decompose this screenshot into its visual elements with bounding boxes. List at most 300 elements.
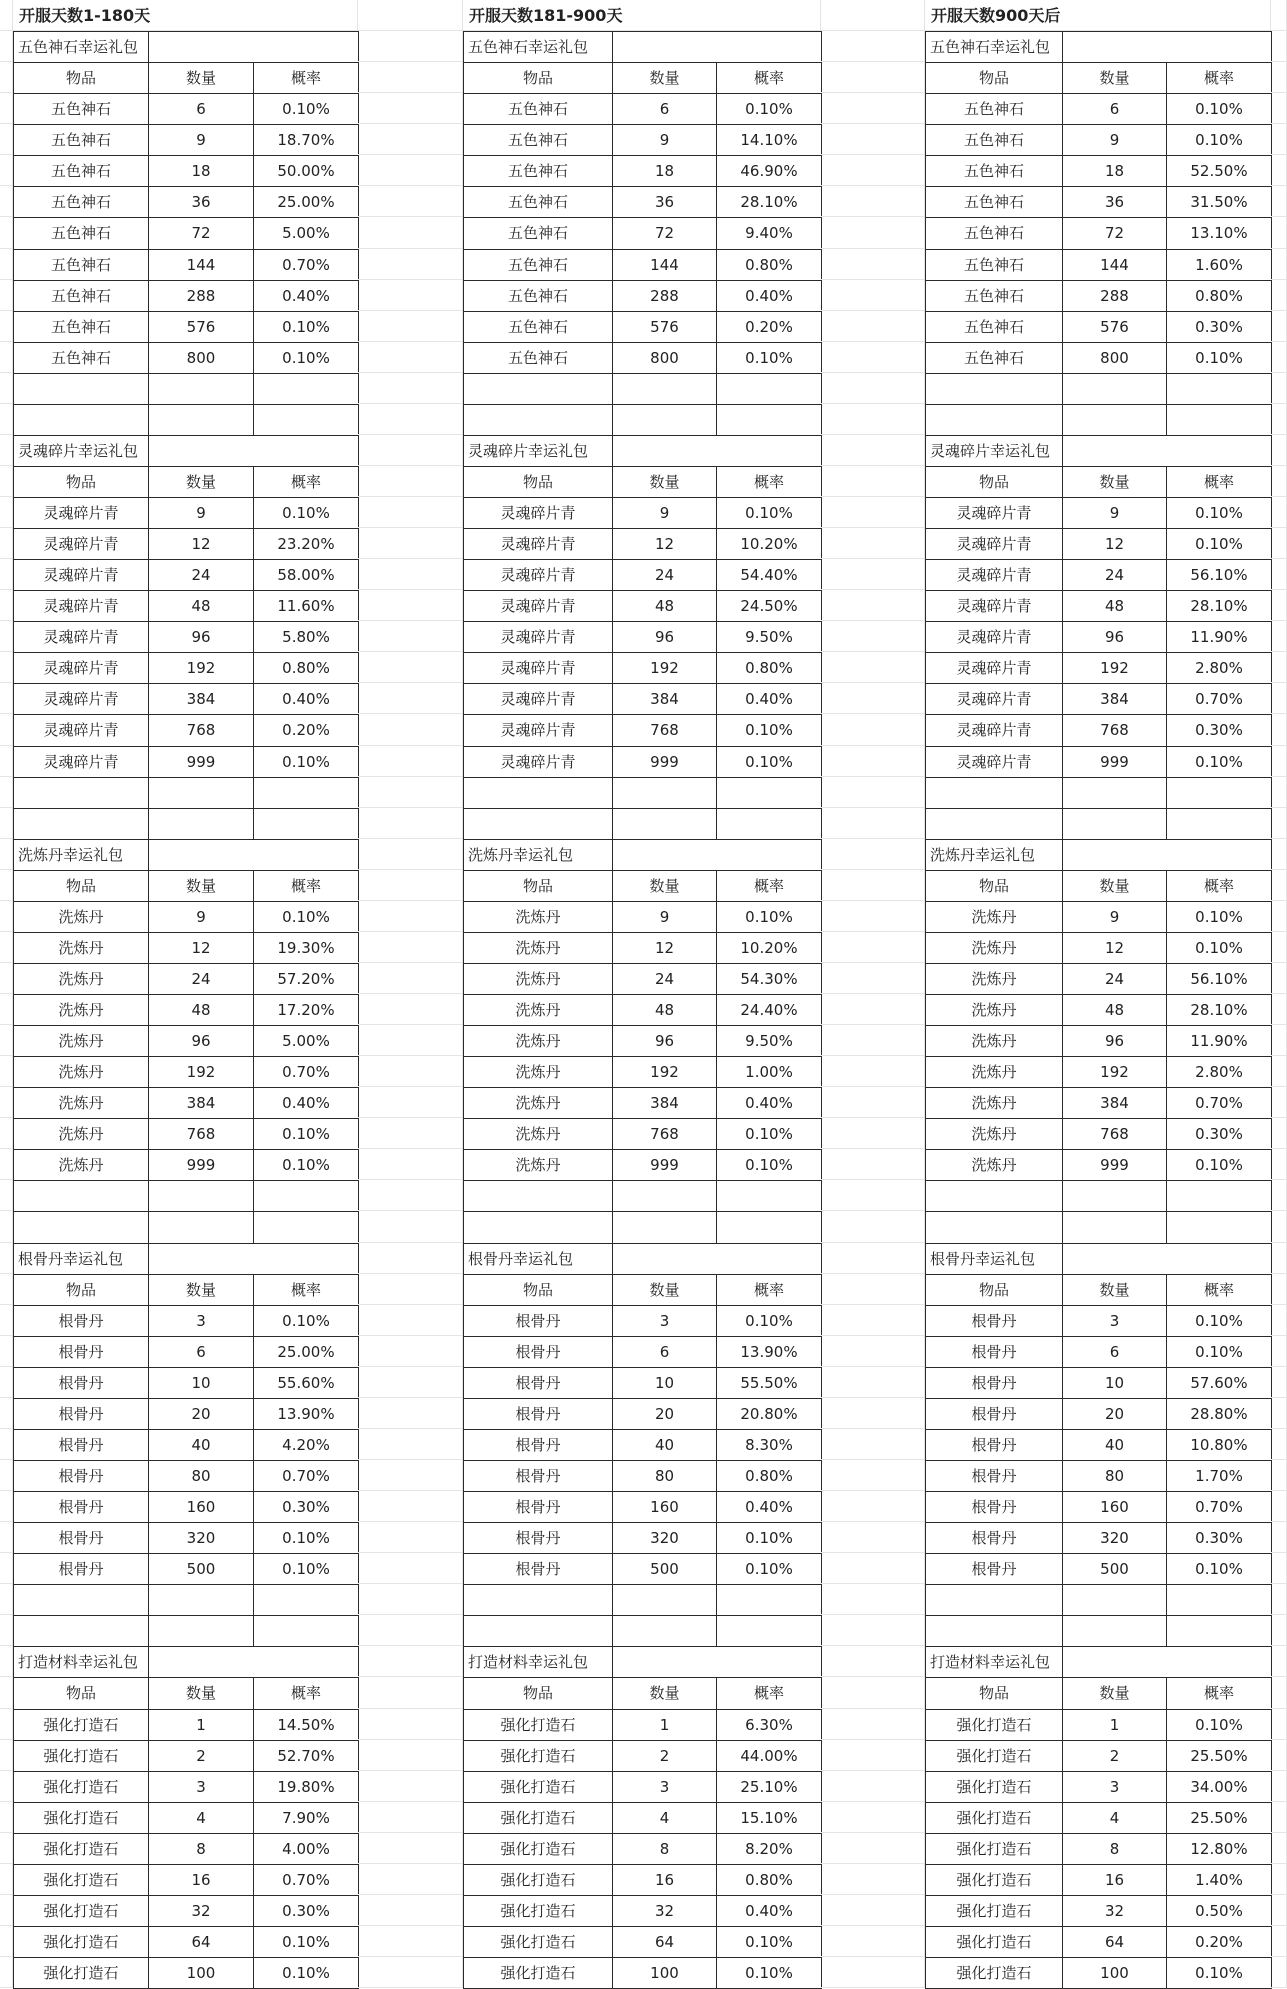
grid-cell xyxy=(0,652,13,683)
grid-cell xyxy=(0,1491,13,1522)
qty-cell: 1 xyxy=(612,1709,717,1741)
grid-cell xyxy=(821,777,925,808)
column-header-prob: 概率 xyxy=(1166,1677,1272,1710)
grid-cell xyxy=(358,62,463,93)
grid-cell xyxy=(821,1522,925,1553)
item-cell: 强化打造石 xyxy=(463,1957,613,1989)
qty-cell: 999 xyxy=(1062,1149,1167,1181)
item-cell: 根骨丹 xyxy=(463,1460,613,1492)
grid-cell xyxy=(0,124,13,155)
empty-cell xyxy=(1062,1243,1272,1275)
qty-cell: 10 xyxy=(612,1367,717,1399)
grid-cell xyxy=(1271,1864,1287,1895)
grid-cell xyxy=(821,31,925,62)
prob-cell: 4.00% xyxy=(253,1833,359,1865)
qty-cell: 40 xyxy=(1062,1429,1167,1461)
empty-cell xyxy=(253,808,359,840)
empty-cell xyxy=(148,435,359,467)
column-header-item: 物品 xyxy=(13,870,149,902)
column-header-item: 物品 xyxy=(13,1677,149,1710)
item-cell: 灵魂碎片青 xyxy=(13,746,149,778)
qty-cell: 8 xyxy=(612,1833,717,1865)
prob-cell: 55.50% xyxy=(716,1367,822,1399)
item-cell: 洗炼丹 xyxy=(925,1025,1063,1057)
prob-cell: 0.30% xyxy=(1166,1522,1272,1554)
grid-cell xyxy=(0,590,13,621)
grid-cell xyxy=(358,1305,463,1336)
qty-cell: 12 xyxy=(1062,528,1167,560)
item-cell: 强化打造石 xyxy=(925,1740,1063,1772)
prob-cell: 0.10% xyxy=(253,1118,359,1150)
qty-cell: 288 xyxy=(1062,280,1167,312)
item-cell: 灵魂碎片青 xyxy=(13,714,149,747)
qty-cell: 40 xyxy=(148,1429,254,1461)
grid-cell xyxy=(1271,1491,1287,1522)
grid-cell xyxy=(358,808,463,839)
prob-cell: 0.10% xyxy=(716,1957,822,1989)
item-cell: 灵魂碎片青 xyxy=(925,652,1063,684)
qty-cell: 192 xyxy=(148,1056,254,1088)
period-title: 开服天数181-900天 xyxy=(463,0,821,31)
grid-cell xyxy=(1271,311,1287,342)
grid-cell xyxy=(0,1149,13,1180)
qty-cell: 8 xyxy=(1062,1833,1167,1865)
empty-cell xyxy=(1062,1646,1272,1678)
grid-cell xyxy=(0,31,13,62)
empty-cell xyxy=(612,1615,717,1647)
prob-cell: 9.40% xyxy=(716,217,822,250)
grid-cell xyxy=(358,1274,463,1305)
qty-cell: 96 xyxy=(148,621,254,653)
qty-cell: 16 xyxy=(1062,1864,1167,1896)
item-cell: 灵魂碎片青 xyxy=(925,528,1063,560)
prob-cell: 52.50% xyxy=(1166,155,1272,187)
prob-cell: 0.10% xyxy=(716,1305,822,1337)
grid-cell xyxy=(358,683,463,714)
column-header-item: 物品 xyxy=(463,466,613,498)
prob-cell: 24.40% xyxy=(716,994,822,1026)
grid-cell xyxy=(1271,93,1287,124)
grid-cell xyxy=(1271,249,1287,280)
grid-cell xyxy=(821,1615,925,1646)
grid-cell xyxy=(821,1367,925,1398)
grid-cell xyxy=(0,1087,13,1118)
qty-cell: 24 xyxy=(148,963,254,995)
prob-cell: 0.70% xyxy=(253,249,359,281)
grid-cell xyxy=(358,559,463,590)
item-cell: 灵魂碎片青 xyxy=(925,559,1063,591)
empty-cell xyxy=(148,1243,359,1275)
grid-cell xyxy=(1271,808,1287,839)
empty-cell xyxy=(148,1646,359,1678)
item-cell: 洗炼丹 xyxy=(463,994,613,1026)
grid-cell xyxy=(821,652,925,683)
grid-cell xyxy=(0,93,13,124)
qty-cell: 192 xyxy=(612,1056,717,1088)
table-title: 根骨丹幸运礼包 xyxy=(463,1243,613,1275)
qty-cell: 3 xyxy=(612,1305,717,1337)
grid-cell xyxy=(358,1211,463,1243)
grid-cell xyxy=(1271,1149,1287,1180)
item-cell: 洗炼丹 xyxy=(13,994,149,1026)
prob-cell: 0.10% xyxy=(716,901,822,933)
prob-cell: 1.00% xyxy=(716,1056,822,1088)
grid-cell xyxy=(0,1802,13,1833)
qty-cell: 576 xyxy=(1062,311,1167,343)
item-cell: 洗炼丹 xyxy=(463,1056,613,1088)
grid-cell xyxy=(0,1522,13,1553)
grid-cell xyxy=(821,186,925,217)
grid-cell xyxy=(0,1584,13,1615)
table-title: 灵魂碎片幸运礼包 xyxy=(925,435,1063,467)
item-cell: 洗炼丹 xyxy=(13,963,149,995)
grid-cell xyxy=(0,1957,13,1988)
qty-cell: 384 xyxy=(612,1087,717,1119)
grid-cell xyxy=(1271,1522,1287,1553)
item-cell: 五色神石 xyxy=(925,217,1063,250)
grid-cell xyxy=(358,1460,463,1491)
grid-cell xyxy=(1271,1771,1287,1802)
grid-cell xyxy=(1271,839,1287,870)
item-cell: 洗炼丹 xyxy=(463,1149,613,1181)
empty-cell xyxy=(612,404,717,436)
grid-cell xyxy=(358,342,463,373)
prob-cell: 0.10% xyxy=(716,342,822,374)
item-cell: 灵魂碎片青 xyxy=(13,621,149,653)
grid-cell xyxy=(358,1243,463,1274)
item-cell: 五色神石 xyxy=(463,280,613,312)
item-cell: 强化打造石 xyxy=(925,1864,1063,1896)
item-cell: 灵魂碎片青 xyxy=(13,559,149,591)
column-header-prob: 概率 xyxy=(1166,1274,1272,1306)
grid-cell xyxy=(821,1957,925,1988)
qty-cell: 144 xyxy=(1062,249,1167,281)
grid-cell xyxy=(821,963,925,994)
grid-cell xyxy=(358,466,463,497)
grid-cell xyxy=(821,808,925,839)
grid-cell xyxy=(1271,1926,1287,1957)
qty-cell: 24 xyxy=(612,963,717,995)
qty-cell: 16 xyxy=(148,1864,254,1896)
item-cell: 根骨丹 xyxy=(13,1398,149,1430)
qty-cell: 48 xyxy=(148,590,254,622)
qty-cell: 3 xyxy=(1062,1771,1167,1803)
item-cell: 五色神石 xyxy=(13,155,149,187)
table-title: 灵魂碎片幸运礼包 xyxy=(13,435,149,467)
column-header-qty: 数量 xyxy=(1062,1274,1167,1306)
grid-cell xyxy=(821,1895,925,1926)
prob-cell: 0.30% xyxy=(253,1491,359,1523)
grid-cell xyxy=(0,1895,13,1926)
prob-cell: 0.70% xyxy=(253,1056,359,1088)
prob-cell: 0.10% xyxy=(253,1553,359,1585)
item-cell: 强化打造石 xyxy=(925,1833,1063,1865)
item-cell: 洗炼丹 xyxy=(925,1118,1063,1150)
qty-cell: 768 xyxy=(612,1118,717,1150)
empty-cell xyxy=(1062,31,1272,63)
grid-cell xyxy=(1271,1211,1287,1243)
empty-cell xyxy=(716,1615,822,1647)
item-cell: 强化打造石 xyxy=(925,1926,1063,1958)
table-title: 根骨丹幸运礼包 xyxy=(13,1243,149,1275)
qty-cell: 384 xyxy=(148,683,254,715)
qty-cell: 4 xyxy=(612,1802,717,1834)
prob-cell: 0.80% xyxy=(1166,280,1272,312)
item-cell: 强化打造石 xyxy=(925,1802,1063,1834)
grid-cell xyxy=(1271,497,1287,528)
grid-cell xyxy=(821,1149,925,1180)
grid-cell xyxy=(821,1677,925,1709)
prob-cell: 34.00% xyxy=(1166,1771,1272,1803)
prob-cell: 25.10% xyxy=(716,1771,822,1803)
prob-cell: 25.00% xyxy=(253,1336,359,1368)
empty-cell xyxy=(612,1211,717,1244)
empty-cell xyxy=(13,1615,149,1647)
grid-cell xyxy=(821,1118,925,1149)
qty-cell: 500 xyxy=(148,1553,254,1585)
qty-cell: 384 xyxy=(612,683,717,715)
column-header-item: 物品 xyxy=(925,62,1063,94)
qty-cell: 288 xyxy=(148,280,254,312)
empty-cell xyxy=(1062,373,1167,405)
empty-cell xyxy=(716,1211,822,1244)
prob-cell: 28.80% xyxy=(1166,1398,1272,1430)
column-header-prob: 概率 xyxy=(253,62,359,94)
prob-cell: 18.70% xyxy=(253,124,359,156)
prob-cell: 0.10% xyxy=(1166,1709,1272,1741)
qty-cell: 288 xyxy=(612,280,717,312)
qty-cell: 18 xyxy=(148,155,254,187)
grid-cell xyxy=(1271,1025,1287,1056)
item-cell: 强化打造石 xyxy=(13,1802,149,1834)
grid-cell xyxy=(821,1584,925,1615)
column-header-item: 物品 xyxy=(925,1274,1063,1306)
grid-cell xyxy=(358,93,463,124)
column-header-prob: 概率 xyxy=(716,62,822,94)
qty-cell: 24 xyxy=(612,559,717,591)
item-cell: 强化打造石 xyxy=(463,1771,613,1803)
grid-cell xyxy=(1271,1740,1287,1771)
grid-cell xyxy=(821,839,925,870)
item-cell: 洗炼丹 xyxy=(13,1149,149,1181)
prob-cell: 0.40% xyxy=(716,1895,822,1927)
table-title: 打造材料幸运礼包 xyxy=(13,1646,149,1678)
qty-cell: 8 xyxy=(148,1833,254,1865)
prob-cell: 0.70% xyxy=(1166,1087,1272,1119)
item-cell: 灵魂碎片青 xyxy=(463,497,613,529)
qty-cell: 1 xyxy=(148,1709,254,1741)
prob-cell: 0.10% xyxy=(1166,342,1272,374)
grid-cell xyxy=(1271,1584,1287,1615)
grid-cell xyxy=(358,1336,463,1367)
grid-cell xyxy=(1271,1118,1287,1149)
item-cell: 灵魂碎片青 xyxy=(925,683,1063,715)
prob-cell: 25.50% xyxy=(1166,1740,1272,1772)
item-cell: 五色神石 xyxy=(13,311,149,343)
item-cell: 五色神石 xyxy=(925,155,1063,187)
prob-cell: 0.10% xyxy=(716,1553,822,1585)
grid-cell xyxy=(0,1926,13,1957)
grid-cell xyxy=(821,1553,925,1584)
empty-cell xyxy=(1166,777,1272,809)
grid-cell xyxy=(0,839,13,870)
grid-cell xyxy=(821,1398,925,1429)
item-cell: 根骨丹 xyxy=(463,1398,613,1430)
empty-cell xyxy=(1062,777,1167,809)
qty-cell: 576 xyxy=(148,311,254,343)
prob-cell: 19.30% xyxy=(253,932,359,964)
qty-cell: 6 xyxy=(1062,1336,1167,1368)
prob-cell: 0.20% xyxy=(1166,1926,1272,1958)
grid-cell xyxy=(821,1180,925,1211)
item-cell: 灵魂碎片青 xyxy=(925,497,1063,529)
qty-cell: 192 xyxy=(1062,1056,1167,1088)
grid-cell xyxy=(358,280,463,311)
grid-cell xyxy=(358,1087,463,1118)
column-header-prob: 概率 xyxy=(716,1677,822,1710)
qty-cell: 40 xyxy=(612,1429,717,1461)
prob-cell: 0.10% xyxy=(716,497,822,529)
prob-cell: 11.90% xyxy=(1166,621,1272,653)
column-header-prob: 概率 xyxy=(253,1677,359,1710)
qty-cell: 320 xyxy=(612,1522,717,1554)
grid-cell xyxy=(1271,1243,1287,1274)
empty-cell xyxy=(612,435,822,467)
grid-cell xyxy=(0,1646,13,1677)
item-cell: 灵魂碎片青 xyxy=(13,590,149,622)
column-header-item: 物品 xyxy=(925,1677,1063,1710)
prob-cell: 9.50% xyxy=(716,621,822,653)
qty-cell: 36 xyxy=(1062,186,1167,218)
prob-cell: 5.00% xyxy=(253,217,359,250)
item-cell: 五色神石 xyxy=(13,217,149,250)
grid-cell xyxy=(0,1615,13,1646)
empty-cell xyxy=(148,404,254,436)
qty-cell: 800 xyxy=(1062,342,1167,374)
qty-cell: 144 xyxy=(612,249,717,281)
grid-cell xyxy=(821,280,925,311)
qty-cell: 6 xyxy=(148,93,254,125)
grid-cell xyxy=(1271,1305,1287,1336)
prob-cell: 2.80% xyxy=(1166,652,1272,684)
item-cell: 根骨丹 xyxy=(13,1336,149,1368)
grid-cell xyxy=(0,342,13,373)
item-cell: 灵魂碎片青 xyxy=(463,590,613,622)
table-title: 灵魂碎片幸运礼包 xyxy=(463,435,613,467)
grid-cell xyxy=(358,1740,463,1771)
qty-cell: 192 xyxy=(148,652,254,684)
empty-cell xyxy=(925,404,1063,436)
grid-cell xyxy=(821,342,925,373)
qty-cell: 24 xyxy=(1062,963,1167,995)
qty-cell: 320 xyxy=(1062,1522,1167,1554)
prob-cell: 0.30% xyxy=(253,1895,359,1927)
prob-cell: 55.60% xyxy=(253,1367,359,1399)
grid-cell xyxy=(0,186,13,217)
grid-cell xyxy=(821,1211,925,1243)
grid-cell xyxy=(821,466,925,497)
item-cell: 灵魂碎片青 xyxy=(463,683,613,715)
grid-cell xyxy=(0,1771,13,1802)
prob-cell: 58.00% xyxy=(253,559,359,591)
column-header-qty: 数量 xyxy=(612,1274,717,1306)
item-cell: 强化打造石 xyxy=(463,1833,613,1865)
prob-cell: 15.10% xyxy=(716,1802,822,1834)
qty-cell: 48 xyxy=(148,994,254,1026)
grid-cell xyxy=(0,994,13,1025)
grid-cell xyxy=(1271,124,1287,155)
grid-cell xyxy=(358,932,463,963)
grid-cell xyxy=(0,1460,13,1491)
qty-cell: 9 xyxy=(148,124,254,156)
item-cell: 洗炼丹 xyxy=(925,1087,1063,1119)
grid-cell xyxy=(1271,528,1287,559)
empty-cell xyxy=(253,777,359,809)
grid-cell xyxy=(821,217,925,249)
grid-cell xyxy=(1271,217,1287,249)
item-cell: 根骨丹 xyxy=(463,1491,613,1523)
grid-cell xyxy=(1271,1646,1287,1677)
item-cell: 五色神石 xyxy=(463,93,613,125)
grid-cell xyxy=(358,31,463,62)
empty-cell xyxy=(612,1180,717,1212)
item-cell: 根骨丹 xyxy=(463,1305,613,1337)
item-cell: 灵魂碎片青 xyxy=(925,621,1063,653)
grid-cell xyxy=(358,249,463,280)
qty-cell: 3 xyxy=(148,1305,254,1337)
grid-cell xyxy=(1271,1709,1287,1740)
empty-cell xyxy=(1062,404,1167,436)
prob-cell: 13.10% xyxy=(1166,217,1272,250)
table-title: 打造材料幸运礼包 xyxy=(463,1646,613,1678)
prob-cell: 0.10% xyxy=(1166,1305,1272,1337)
grid-cell xyxy=(1271,1429,1287,1460)
column-header-prob: 概率 xyxy=(1166,466,1272,498)
grid-cell xyxy=(821,746,925,777)
qty-cell: 3 xyxy=(148,1771,254,1803)
grid-cell xyxy=(821,932,925,963)
item-cell: 根骨丹 xyxy=(463,1429,613,1461)
item-cell: 洗炼丹 xyxy=(13,1118,149,1150)
grid-cell xyxy=(821,1646,925,1677)
prob-cell: 0.10% xyxy=(716,714,822,747)
prob-cell: 0.30% xyxy=(1166,1118,1272,1150)
grid-cell xyxy=(0,1740,13,1771)
prob-cell: 0.10% xyxy=(253,1522,359,1554)
item-cell: 灵魂碎片青 xyxy=(463,559,613,591)
qty-cell: 32 xyxy=(148,1895,254,1927)
grid-cell xyxy=(1271,1180,1287,1211)
qty-cell: 96 xyxy=(148,1025,254,1057)
qty-cell: 320 xyxy=(148,1522,254,1554)
grid-cell xyxy=(1271,870,1287,901)
item-cell: 五色神石 xyxy=(463,217,613,250)
prob-cell: 11.60% xyxy=(253,590,359,622)
table-title: 五色神石幸运礼包 xyxy=(13,31,149,63)
empty-cell xyxy=(925,777,1063,809)
empty-cell xyxy=(463,1584,613,1616)
grid-cell xyxy=(821,1429,925,1460)
grid-cell xyxy=(1271,1056,1287,1087)
empty-cell xyxy=(925,1180,1063,1212)
grid-cell xyxy=(0,1864,13,1895)
grid-cell xyxy=(1271,1087,1287,1118)
qty-cell: 18 xyxy=(1062,155,1167,187)
item-cell: 灵魂碎片青 xyxy=(925,746,1063,778)
qty-cell: 500 xyxy=(1062,1553,1167,1585)
empty-cell xyxy=(253,1180,359,1212)
empty-cell xyxy=(1166,1615,1272,1647)
